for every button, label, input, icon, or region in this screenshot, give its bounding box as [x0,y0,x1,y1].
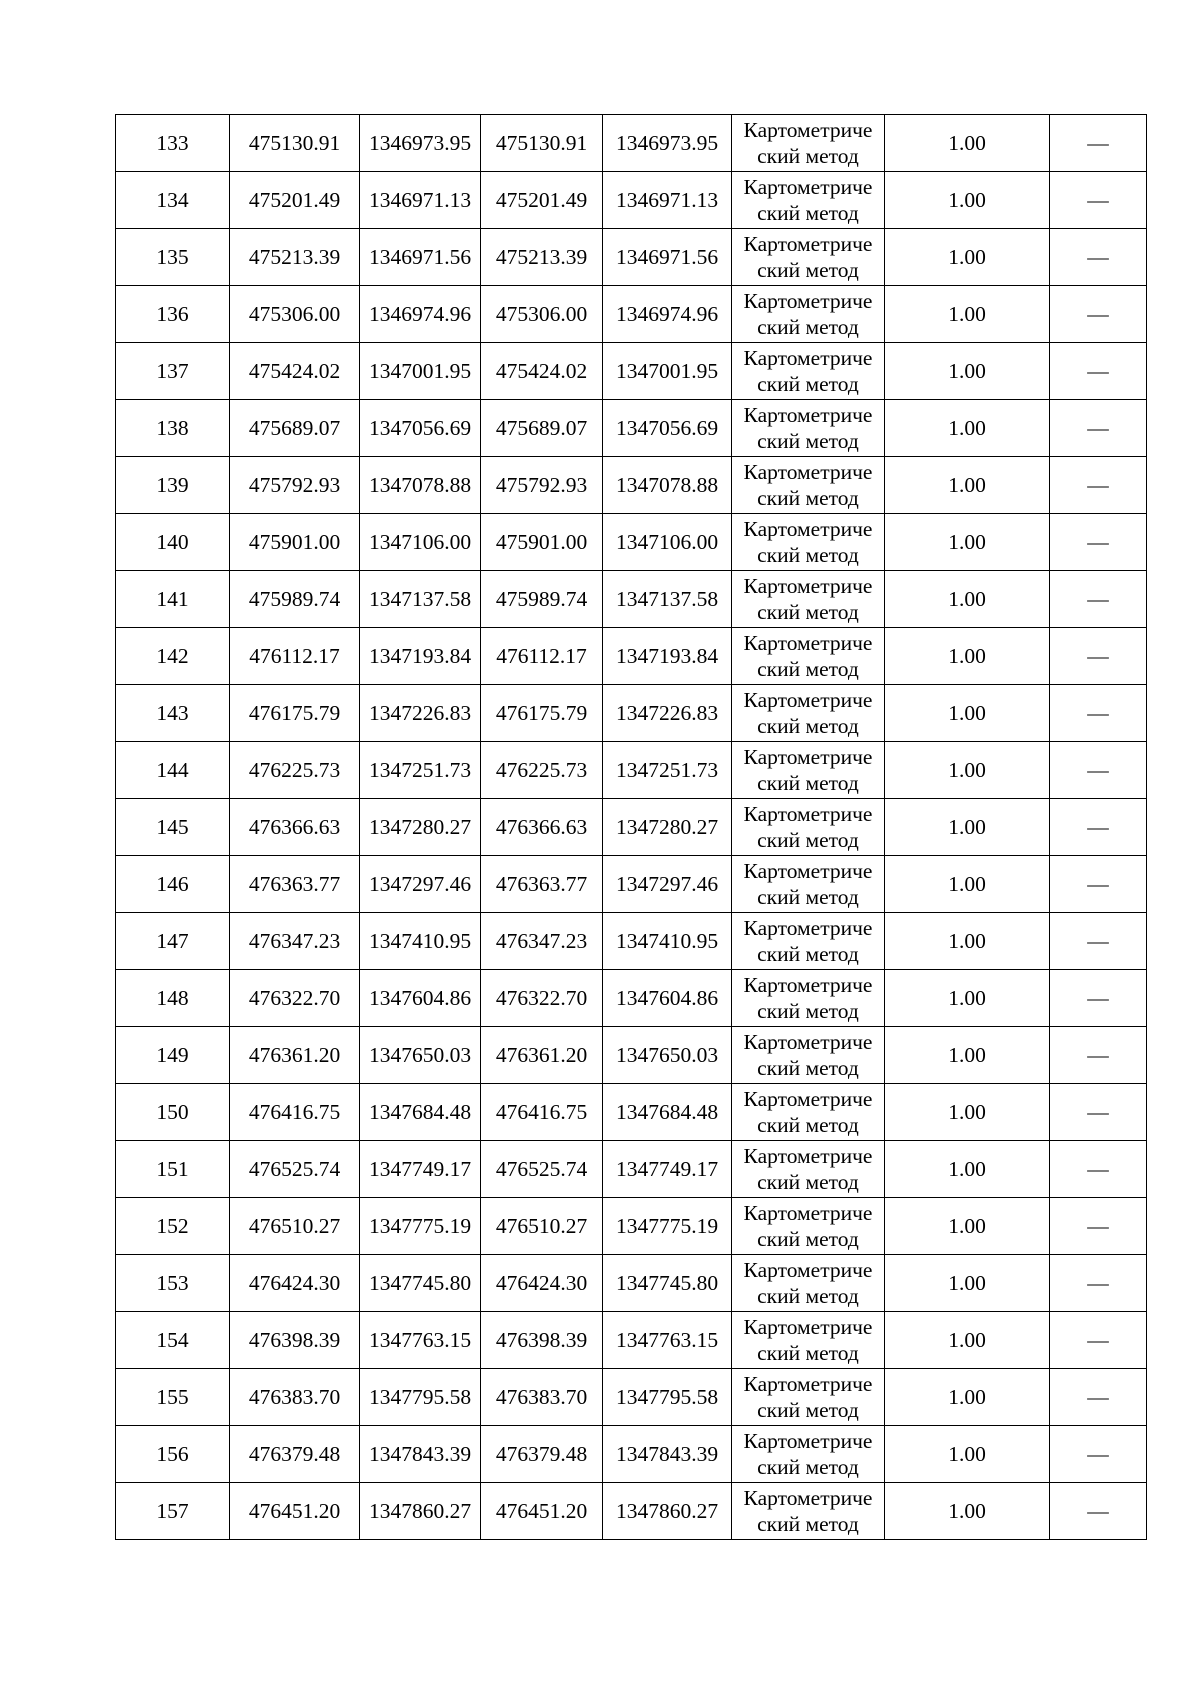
point-number-cell: 156 [116,1426,230,1483]
x-coordinate-new-cell: 476451.20 [481,1483,603,1540]
note-cell: — [1050,172,1147,229]
point-number-cell: 144 [116,742,230,799]
method-cell [732,457,885,514]
y-coordinate-new-cell: 1347251.73 [603,742,732,799]
y-coordinate-new-cell: 1347193.84 [603,628,732,685]
method-text-line: ский метод [757,600,859,624]
method-text-line: Картометриче [743,745,873,769]
y-coordinate-new-cell: 1347137.58 [603,571,732,628]
table-row [116,1141,1147,1198]
table-row [116,742,1147,799]
y-coordinate-existing-cell: 1347745.80 [360,1255,481,1312]
table-row [116,286,1147,343]
x-coordinate-existing-cell: 476361.20 [230,1027,360,1084]
x-coordinate-existing-cell: 476510.27 [230,1198,360,1255]
method-cell [732,172,885,229]
note-cell: — [1050,229,1147,286]
y-coordinate-new-cell: 1347226.83 [603,685,732,742]
x-coordinate-existing-cell: 475689.07 [230,400,360,457]
table-row [116,1255,1147,1312]
x-coordinate-new-cell: 475989.74 [481,571,603,628]
table-row [116,799,1147,856]
y-coordinate-existing-cell: 1347078.88 [360,457,481,514]
point-number-cell: 149 [116,1027,230,1084]
y-coordinate-existing-cell: 1347106.00 [360,514,481,571]
x-coordinate-new-cell: 476347.23 [481,913,603,970]
x-coordinate-existing-cell: 476416.75 [230,1084,360,1141]
y-coordinate-existing-cell: 1347795.58 [360,1369,481,1426]
method-cell [732,1255,885,1312]
accuracy-cell: 1.00 [885,1255,1050,1312]
point-number-cell: 148 [116,970,230,1027]
note-cell: — [1050,1084,1147,1141]
y-coordinate-new-cell: 1347078.88 [603,457,732,514]
x-coordinate-existing-cell: 475201.49 [230,172,360,229]
method-text-line: ский метод [757,771,859,795]
x-coordinate-existing-cell: 476379.48 [230,1426,360,1483]
accuracy-cell: 1.00 [885,1141,1050,1198]
method-cell [732,1483,885,1540]
y-coordinate-existing-cell: 1347193.84 [360,628,481,685]
note-cell: — [1050,970,1147,1027]
y-coordinate-existing-cell: 1347056.69 [360,400,481,457]
x-coordinate-existing-cell: 476225.73 [230,742,360,799]
x-coordinate-new-cell: 476112.17 [481,628,603,685]
point-number-cell: 135 [116,229,230,286]
note-cell: — [1050,457,1147,514]
accuracy-cell: 1.00 [885,856,1050,913]
accuracy-cell: 1.00 [885,457,1050,514]
y-coordinate-existing-cell: 1347684.48 [360,1084,481,1141]
method-text-line: Картометриче [743,688,873,712]
method-text-line: ский метод [757,315,859,339]
method-text-line: ский метод [757,372,859,396]
y-coordinate-existing-cell: 1347297.46 [360,856,481,913]
x-coordinate-existing-cell: 475792.93 [230,457,360,514]
point-number-cell: 153 [116,1255,230,1312]
x-coordinate-existing-cell: 475989.74 [230,571,360,628]
y-coordinate-existing-cell: 1347001.95 [360,343,481,400]
x-coordinate-existing-cell: 476347.23 [230,913,360,970]
x-coordinate-existing-cell: 475901.00 [230,514,360,571]
table-row [116,343,1147,400]
y-coordinate-new-cell: 1347001.95 [603,343,732,400]
point-number-cell: 143 [116,685,230,742]
y-coordinate-existing-cell: 1347251.73 [360,742,481,799]
point-number-cell: 140 [116,514,230,571]
y-coordinate-existing-cell: 1347860.27 [360,1483,481,1540]
method-cell [732,571,885,628]
accuracy-cell: 1.00 [885,1426,1050,1483]
accuracy-cell: 1.00 [885,229,1050,286]
point-number-cell: 150 [116,1084,230,1141]
method-text-line: Картометриче [743,631,873,655]
method-text-line: ский метод [757,1284,859,1308]
x-coordinate-existing-cell: 476322.70 [230,970,360,1027]
method-text-line: Картометриче [743,175,873,199]
y-coordinate-new-cell: 1347684.48 [603,1084,732,1141]
accuracy-cell: 1.00 [885,571,1050,628]
method-text-line: Картометриче [743,1315,873,1339]
method-text-line: Картометриче [743,1429,873,1453]
x-coordinate-new-cell: 475901.00 [481,514,603,571]
x-coordinate-existing-cell: 476363.77 [230,856,360,913]
y-coordinate-existing-cell: 1347843.39 [360,1426,481,1483]
accuracy-cell: 1.00 [885,172,1050,229]
table-row [116,514,1147,571]
y-coordinate-new-cell: 1347650.03 [603,1027,732,1084]
method-text-line: ский метод [757,429,859,453]
accuracy-cell: 1.00 [885,628,1050,685]
x-coordinate-existing-cell: 476175.79 [230,685,360,742]
y-coordinate-existing-cell: 1347410.95 [360,913,481,970]
x-coordinate-new-cell: 476322.70 [481,970,603,1027]
y-coordinate-new-cell: 1347280.27 [603,799,732,856]
method-cell [732,343,885,400]
method-text-line: ский метод [757,1056,859,1080]
y-coordinate-new-cell: 1347795.58 [603,1369,732,1426]
method-text-line: ский метод [757,1170,859,1194]
note-cell: — [1050,1312,1147,1369]
x-coordinate-new-cell: 476398.39 [481,1312,603,1369]
y-coordinate-existing-cell: 1347775.19 [360,1198,481,1255]
method-text-line: ский метод [757,942,859,966]
x-coordinate-new-cell: 475213.39 [481,229,603,286]
y-coordinate-new-cell: 1346973.95 [603,115,732,172]
method-cell [732,1312,885,1369]
method-cell [732,1369,885,1426]
table-row [116,913,1147,970]
x-coordinate-new-cell: 476361.20 [481,1027,603,1084]
method-cell [732,286,885,343]
method-cell [732,229,885,286]
point-number-cell: 155 [116,1369,230,1426]
y-coordinate-new-cell: 1347056.69 [603,400,732,457]
method-cell [732,970,885,1027]
table-row [116,1198,1147,1255]
method-cell [732,1198,885,1255]
x-coordinate-existing-cell: 476383.70 [230,1369,360,1426]
table-row [116,172,1147,229]
y-coordinate-new-cell: 1347745.80 [603,1255,732,1312]
note-cell: — [1050,1426,1147,1483]
method-text-line: Картометриче [743,973,873,997]
y-coordinate-existing-cell: 1347749.17 [360,1141,481,1198]
method-cell [732,742,885,799]
y-coordinate-existing-cell: 1346973.95 [360,115,481,172]
method-text-line: Картометриче [743,574,873,598]
point-number-cell: 139 [116,457,230,514]
note-cell: — [1050,799,1147,856]
x-coordinate-existing-cell: 476398.39 [230,1312,360,1369]
method-text-line: Картометриче [743,1144,873,1168]
method-cell [732,1084,885,1141]
method-text-line: Картометриче [743,859,873,883]
point-number-cell: 154 [116,1312,230,1369]
table-row [116,1312,1147,1369]
y-coordinate-new-cell: 1347843.39 [603,1426,732,1483]
y-coordinate-new-cell: 1346971.56 [603,229,732,286]
x-coordinate-new-cell: 475424.02 [481,343,603,400]
x-coordinate-existing-cell: 476525.74 [230,1141,360,1198]
method-text-line: ский метод [757,885,859,909]
x-coordinate-existing-cell: 476112.17 [230,628,360,685]
accuracy-cell: 1.00 [885,1369,1050,1426]
method-cell [732,1141,885,1198]
x-coordinate-new-cell: 476416.75 [481,1084,603,1141]
accuracy-cell: 1.00 [885,799,1050,856]
x-coordinate-new-cell: 476510.27 [481,1198,603,1255]
table-row [116,1084,1147,1141]
accuracy-cell: 1.00 [885,970,1050,1027]
x-coordinate-new-cell: 476175.79 [481,685,603,742]
accuracy-cell: 1.00 [885,1084,1050,1141]
note-cell: — [1050,343,1147,400]
note-cell: — [1050,1027,1147,1084]
x-coordinate-new-cell: 475792.93 [481,457,603,514]
x-coordinate-existing-cell: 475213.39 [230,229,360,286]
method-text-line: ский метод [757,999,859,1023]
x-coordinate-new-cell: 476383.70 [481,1369,603,1426]
point-number-cell: 136 [116,286,230,343]
method-text-line: Картометриче [743,1486,873,1510]
method-text-line: ский метод [757,828,859,852]
table-row [116,1027,1147,1084]
x-coordinate-existing-cell: 475130.91 [230,115,360,172]
method-text-line: Картометриче [743,802,873,826]
accuracy-cell: 1.00 [885,343,1050,400]
y-coordinate-new-cell: 1347763.15 [603,1312,732,1369]
method-text-line: Картометриче [743,1201,873,1225]
note-cell: — [1050,742,1147,799]
method-text-line: Картометриче [743,1372,873,1396]
table-row [116,970,1147,1027]
table-row [116,571,1147,628]
method-text-line: ский метод [757,258,859,282]
note-cell: — [1050,685,1147,742]
method-text-line: Картометриче [743,1030,873,1054]
y-coordinate-new-cell: 1347775.19 [603,1198,732,1255]
table-row [116,115,1147,172]
coordinates-table-body [116,115,1147,1540]
accuracy-cell: 1.00 [885,742,1050,799]
y-coordinate-existing-cell: 1347763.15 [360,1312,481,1369]
note-cell: — [1050,571,1147,628]
table-row [116,1483,1147,1540]
y-coordinate-existing-cell: 1347604.86 [360,970,481,1027]
y-coordinate-existing-cell: 1347226.83 [360,685,481,742]
note-cell: — [1050,856,1147,913]
accuracy-cell: 1.00 [885,286,1050,343]
method-text-line: ский метод [757,1398,859,1422]
table-row [116,1426,1147,1483]
table-row [116,457,1147,514]
x-coordinate-new-cell: 476366.63 [481,799,603,856]
note-cell: — [1050,913,1147,970]
table-row [116,400,1147,457]
method-text-line: Картометриче [743,346,873,370]
x-coordinate-existing-cell: 476424.30 [230,1255,360,1312]
y-coordinate-new-cell: 1347297.46 [603,856,732,913]
table-row [116,685,1147,742]
table-row [116,628,1147,685]
y-coordinate-new-cell: 1347860.27 [603,1483,732,1540]
table-row [116,1369,1147,1426]
method-cell [732,913,885,970]
y-coordinate-new-cell: 1347604.86 [603,970,732,1027]
x-coordinate-new-cell: 476225.73 [481,742,603,799]
method-cell [732,1027,885,1084]
x-coordinate-new-cell: 475130.91 [481,115,603,172]
accuracy-cell: 1.00 [885,1312,1050,1369]
method-text-line: Картометриче [743,1087,873,1111]
method-text-line: ский метод [757,714,859,738]
y-coordinate-existing-cell: 1347137.58 [360,571,481,628]
y-coordinate-existing-cell: 1347280.27 [360,799,481,856]
x-coordinate-existing-cell: 475424.02 [230,343,360,400]
x-coordinate-new-cell: 476363.77 [481,856,603,913]
y-coordinate-existing-cell: 1347650.03 [360,1027,481,1084]
x-coordinate-existing-cell: 476451.20 [230,1483,360,1540]
method-text-line: Картометриче [743,118,873,142]
accuracy-cell: 1.00 [885,685,1050,742]
note-cell: — [1050,1141,1147,1198]
method-text-line: ский метод [757,657,859,681]
point-number-cell: 133 [116,115,230,172]
note-cell: — [1050,1255,1147,1312]
x-coordinate-new-cell: 475689.07 [481,400,603,457]
x-coordinate-new-cell: 476424.30 [481,1255,603,1312]
x-coordinate-new-cell: 476525.74 [481,1141,603,1198]
y-coordinate-new-cell: 1346971.13 [603,172,732,229]
point-number-cell: 147 [116,913,230,970]
y-coordinate-existing-cell: 1346971.56 [360,229,481,286]
note-cell: — [1050,1483,1147,1540]
note-cell: — [1050,115,1147,172]
method-text-line: ский метод [757,201,859,225]
accuracy-cell: 1.00 [885,115,1050,172]
y-coordinate-new-cell: 1346974.96 [603,286,732,343]
x-coordinate-new-cell: 475201.49 [481,172,603,229]
method-cell [732,514,885,571]
method-text-line: Картометриче [743,1258,873,1282]
y-coordinate-new-cell: 1347749.17 [603,1141,732,1198]
point-number-cell: 152 [116,1198,230,1255]
method-cell [732,856,885,913]
table-row [116,856,1147,913]
accuracy-cell: 1.00 [885,1483,1050,1540]
accuracy-cell: 1.00 [885,1027,1050,1084]
method-text-line: ский метод [757,1341,859,1365]
method-text-line: Картометриче [743,517,873,541]
point-number-cell: 157 [116,1483,230,1540]
point-number-cell: 151 [116,1141,230,1198]
table-row [116,229,1147,286]
note-cell: — [1050,1198,1147,1255]
method-cell [732,400,885,457]
note-cell: — [1050,628,1147,685]
method-cell [732,628,885,685]
point-number-cell: 134 [116,172,230,229]
method-cell [732,799,885,856]
method-text-line: Картометриче [743,289,873,313]
x-coordinate-new-cell: 476379.48 [481,1426,603,1483]
method-text-line: ский метод [757,1113,859,1137]
accuracy-cell: 1.00 [885,1198,1050,1255]
point-number-cell: 145 [116,799,230,856]
accuracy-cell: 1.00 [885,400,1050,457]
y-coordinate-new-cell: 1347410.95 [603,913,732,970]
note-cell: — [1050,286,1147,343]
method-text-line: ский метод [757,144,859,168]
coordinates-table [115,114,1147,1540]
method-cell [732,685,885,742]
point-number-cell: 138 [116,400,230,457]
method-text-line: Картометриче [743,232,873,256]
method-text-line: ский метод [757,486,859,510]
method-text-line: ский метод [757,1512,859,1536]
point-number-cell: 146 [116,856,230,913]
y-coordinate-new-cell: 1347106.00 [603,514,732,571]
method-text-line: ский метод [757,1455,859,1479]
note-cell: — [1050,514,1147,571]
note-cell: — [1050,400,1147,457]
note-cell: — [1050,1369,1147,1426]
y-coordinate-existing-cell: 1346971.13 [360,172,481,229]
method-cell [732,1426,885,1483]
method-cell [732,115,885,172]
method-text-line: Картометриче [743,460,873,484]
x-coordinate-new-cell: 475306.00 [481,286,603,343]
point-number-cell: 141 [116,571,230,628]
method-text-line: Картометриче [743,403,873,427]
point-number-cell: 137 [116,343,230,400]
method-text-line: ский метод [757,1227,859,1251]
accuracy-cell: 1.00 [885,514,1050,571]
method-text-line: ский метод [757,543,859,567]
y-coordinate-existing-cell: 1346974.96 [360,286,481,343]
x-coordinate-existing-cell: 475306.00 [230,286,360,343]
x-coordinate-existing-cell: 476366.63 [230,799,360,856]
accuracy-cell: 1.00 [885,913,1050,970]
method-text-line: Картометриче [743,916,873,940]
point-number-cell: 142 [116,628,230,685]
